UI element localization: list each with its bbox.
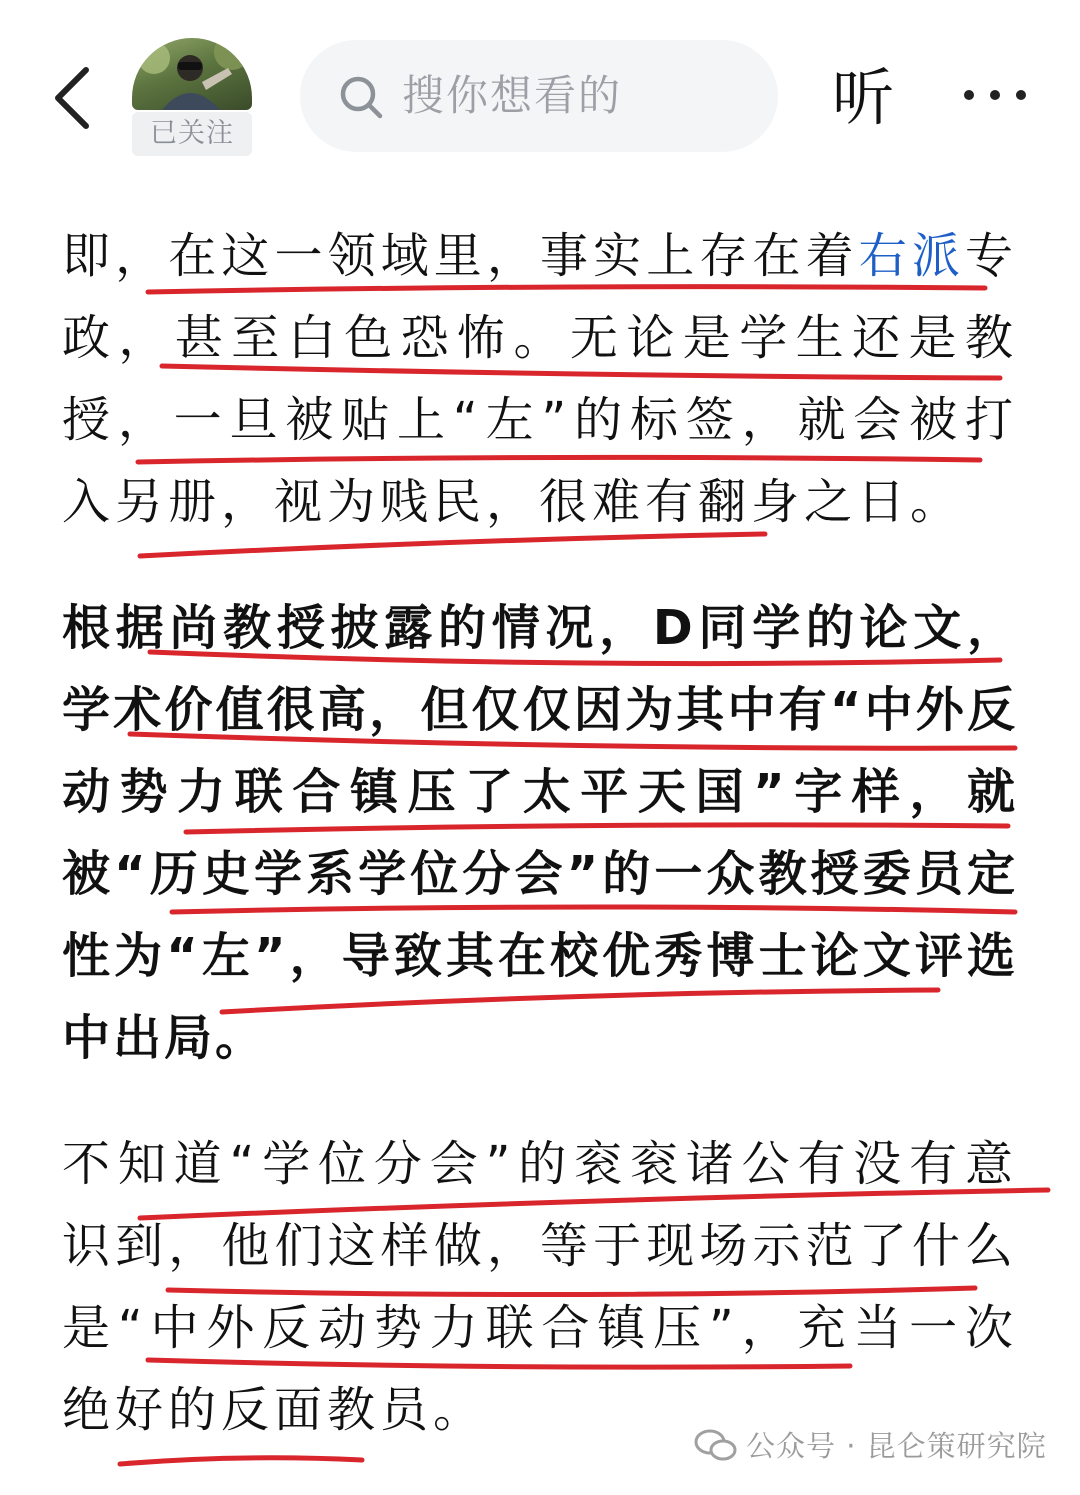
search-icon <box>338 74 384 120</box>
author-avatar[interactable] <box>132 38 252 110</box>
paragraph-3: 不知道“学位分会”的衮衮诸公有没有意识到，他们这样做，等于现场示范了什么是“中外反动势力联合镇压”，充当一次绝好的反面教员。 <box>62 1136 1018 1438</box>
more-options-icon[interactable] <box>964 82 1026 108</box>
listen-button[interactable]: 听 <box>832 61 895 134</box>
link-right-faction[interactable]: 右派 <box>858 228 965 284</box>
top-bar <box>0 0 1080 190</box>
article-body <box>62 215 1018 1495</box>
wechat-icon <box>694 1428 738 1464</box>
author-profile[interactable] <box>132 38 254 156</box>
search-placeholder: 搜你想看的 <box>402 71 623 120</box>
back-arrow-icon[interactable] <box>50 66 100 130</box>
watermark-text: 公众号 · 昆仑策研究院 <box>746 1429 1047 1463</box>
paragraph-1: 即，在这一领域里，事实上存在着右派专政，甚至白色恐怖。无论是学生还是教授，一旦被贴上“左”的标签，就会被打入另册，视为贱民，很难有翻身之日。 <box>62 228 1018 530</box>
follow-status-badge[interactable]: 已关注 <box>132 112 252 156</box>
paragraph-2: 根据尚教授披露的情况，D同学的论文，学术价值很高，但仅仅因为其中有“中外反动势力联合镇压了太平天国”字样，就被“历史学系学位分会”的一众教授委员定性为“左”，导致其在校优秀博士论文评选中出局。 <box>62 600 1018 1066</box>
search-bar[interactable] <box>300 40 778 152</box>
